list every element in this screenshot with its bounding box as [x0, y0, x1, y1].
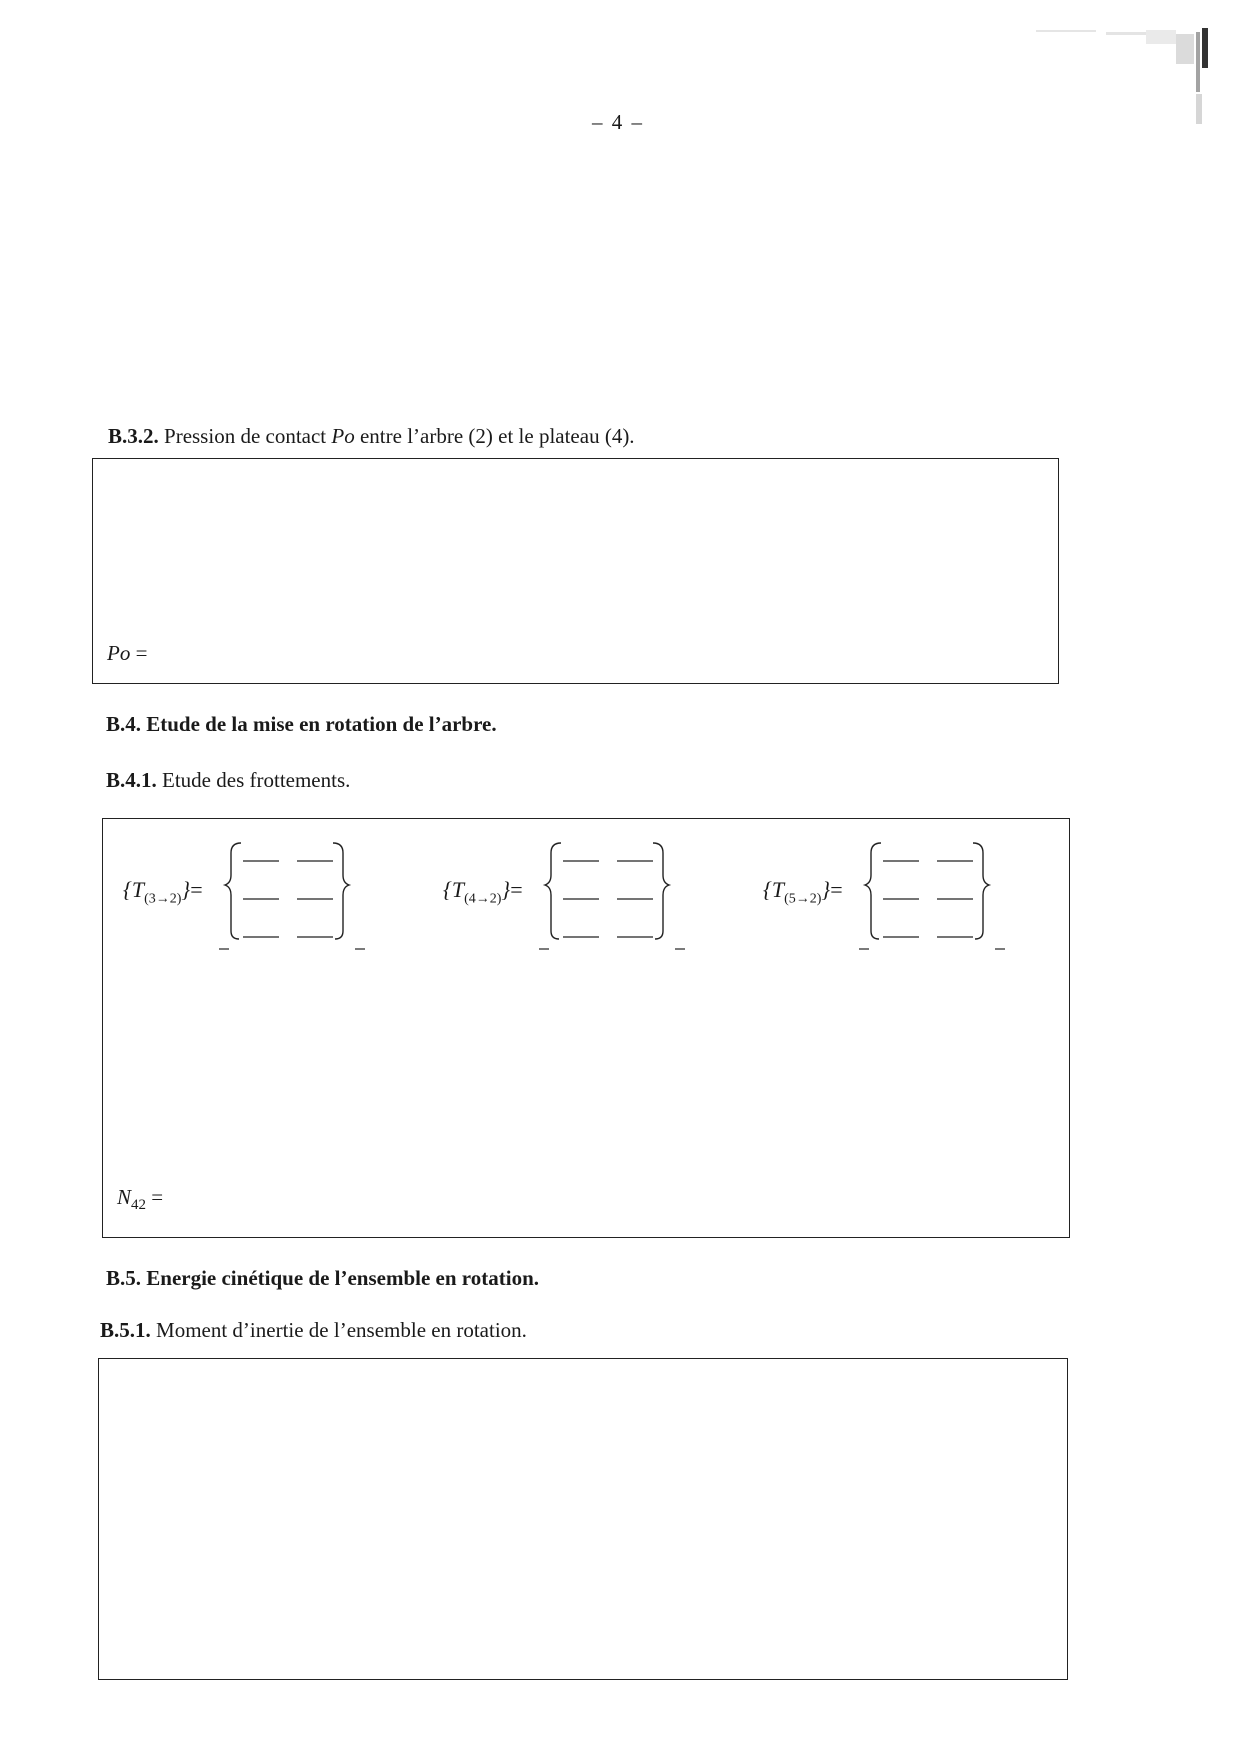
torsor-4-2-sub: (4→2)	[464, 891, 502, 907]
torsor-5-2	[763, 839, 1053, 959]
answer-label-n42-eq: =	[146, 1185, 164, 1209]
section-b51-number: B.5.1.	[100, 1318, 151, 1342]
torsor-5-2-sub: (5→2)	[784, 891, 822, 907]
torsor-3-2-sub: (3→2)	[144, 891, 182, 907]
section-b32-text2: entre l’arbre (2) et le plateau (4).	[354, 424, 635, 448]
answer-box-b51[interactable]	[98, 1358, 1068, 1680]
section-b41-heading	[106, 768, 350, 793]
answer-box-b41[interactable]	[102, 818, 1070, 1238]
section-b32-var: Po	[331, 424, 355, 448]
section-b32-number: B.3.2.	[108, 424, 159, 448]
torsor-4-2-symbol: T	[451, 877, 465, 902]
section-b4-heading: B.4. Etude de la mise en rotation de l’arbre.	[106, 712, 497, 736]
torsor-3-2	[123, 839, 413, 959]
answer-label-po-eq: =	[130, 641, 148, 665]
section-b41-text: Etude des frottements.	[156, 768, 351, 792]
section-b32-text: Pression de contact	[158, 424, 332, 448]
page-number: – 4 –	[592, 110, 644, 134]
answer-label-n42-sub: 42	[131, 1197, 147, 1214]
torsor-5-2-eq: =	[830, 877, 843, 902]
section-b41-number: B.4.1.	[106, 768, 157, 792]
answer-box-b32[interactable]	[92, 458, 1059, 684]
section-b51-text: Moment d’inertie de l’ensemble en rotation.	[150, 1318, 527, 1342]
answer-label-n42-var: N	[117, 1185, 132, 1209]
torsor-4-2	[443, 839, 733, 959]
answer-label-n42	[117, 1185, 163, 1214]
torsor-3-2-eq: =	[190, 877, 203, 902]
torsor-5-2-label: $\{T_{(5\to 2)}\}=$	[763, 877, 843, 907]
section-b5-heading: B.5. Energie cinétique de l’ensemble en rotation.	[106, 1266, 539, 1290]
torsor-3-2-label: $\{T_{(3\to 2)}\}=$	[123, 877, 203, 907]
torsor-4-2-matrix[interactable]	[539, 839, 699, 959]
section-b32-heading	[108, 424, 635, 449]
torsor-3-2-symbol: T	[131, 877, 145, 902]
torsor-4-2-eq: =	[510, 877, 523, 902]
torsor-5-2-symbol: T	[771, 877, 785, 902]
answer-label-po-var: Po	[107, 641, 131, 665]
torsor-3-2-matrix[interactable]	[219, 839, 379, 959]
section-b51-heading	[100, 1318, 527, 1343]
torsor-4-2-label: $\{T_{(4\to 2)}\}=$	[443, 877, 523, 907]
torsor-5-2-matrix[interactable]	[859, 839, 1019, 959]
answer-label-po	[107, 641, 147, 666]
scan-artifact	[1026, 28, 1216, 138]
